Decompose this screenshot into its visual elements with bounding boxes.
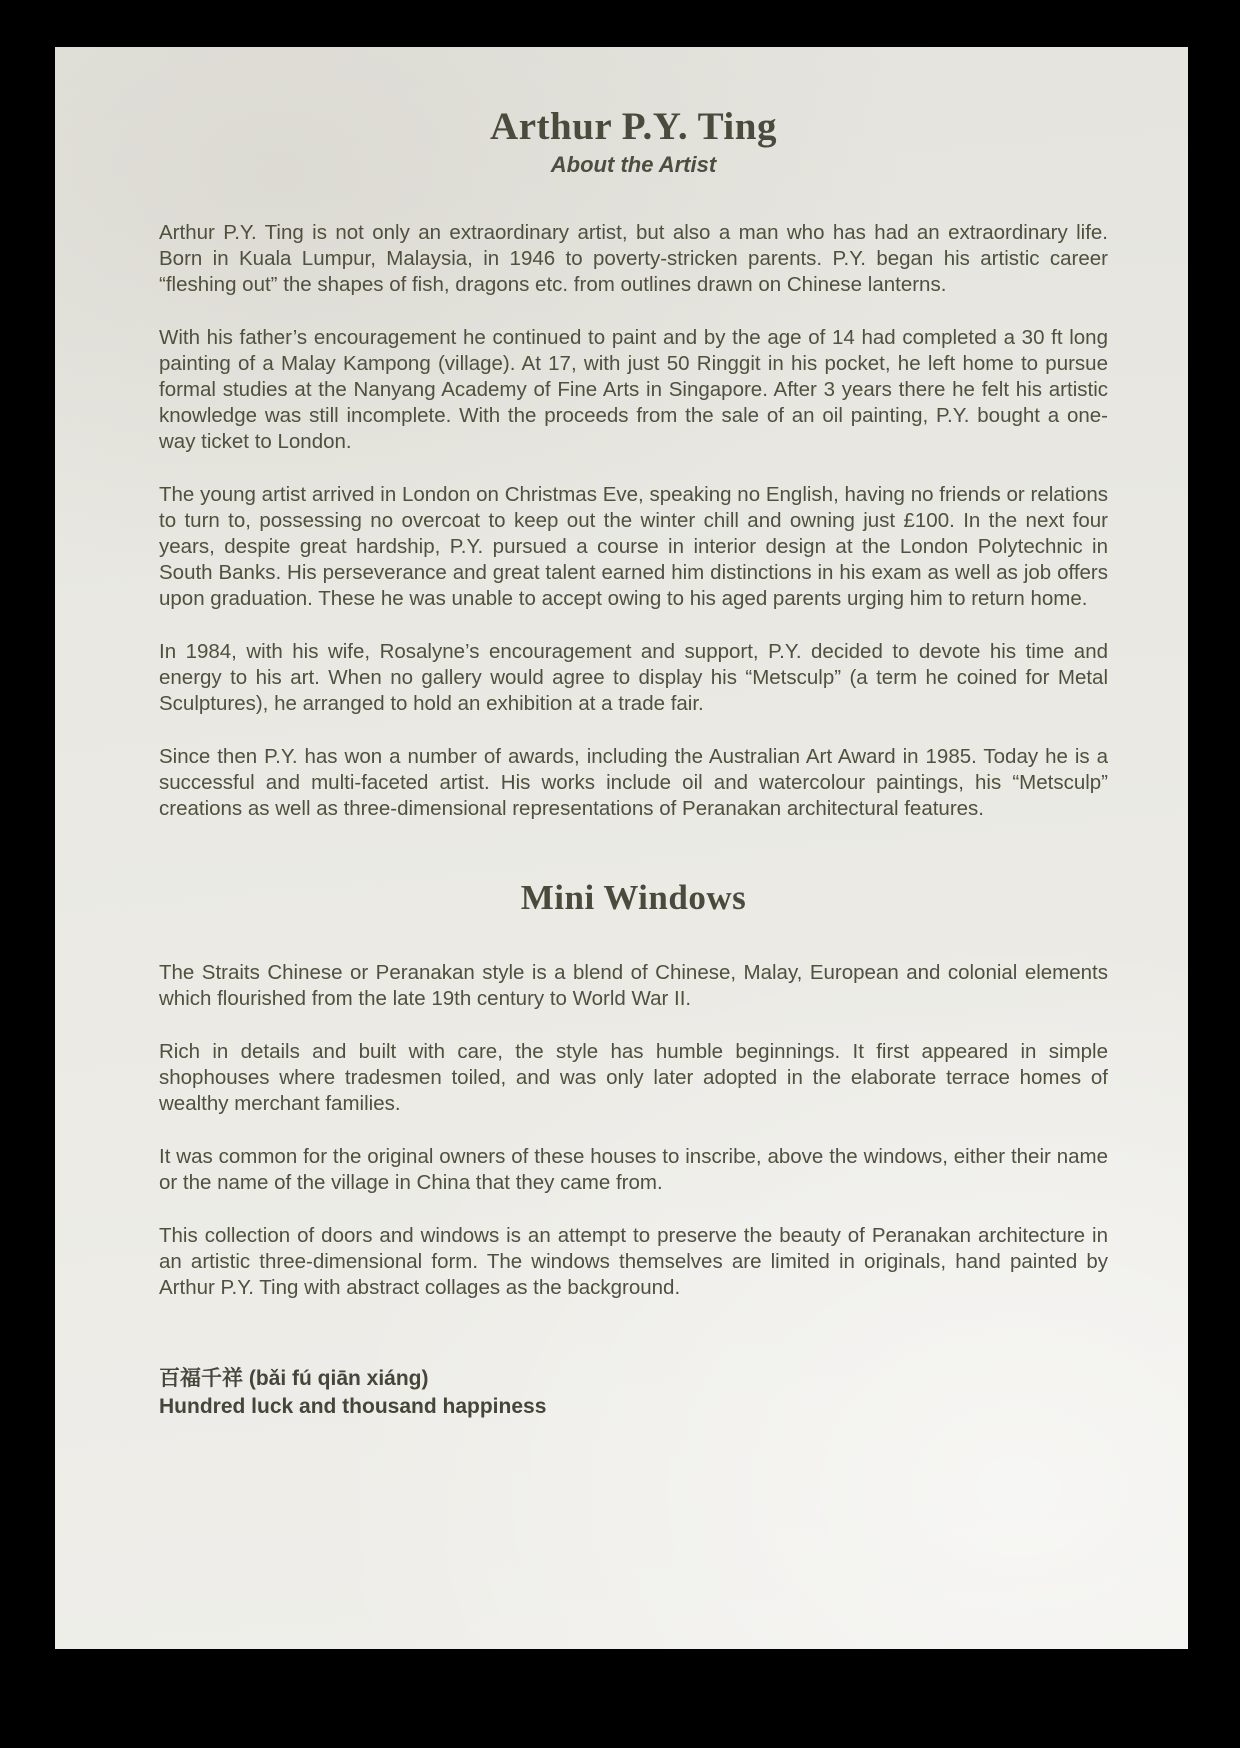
about-paragraph-2: With his father’s encouragement he continued to paint and by the age of 14 had completed a 30 ft long painting of a Malay Kampong (village). At 17, with just 50 Ringgit in his pocket, he left home to pursue formal studies at the Nanyang Academy of Fine Arts in Singapore. After 3 years there he felt his artistic knowledge was still incomplete. With the proceeds from the sale of an oil painting, P.Y. bought a one-way ticket to London.	[159, 326, 1108, 453]
mini-windows-paragraph-1: The Straits Chinese or Peranakan style is a blend of Chinese, Malay, European and colonial elements which flourished from the late 19th century to World War II.	[159, 961, 1108, 1010]
about-paragraph-1: Arthur P.Y. Ting is not only an extraordinary artist, but also a man who has had an extraordinary life. Born in Kuala Lumpur, Malaysia, in 1946 to poverty-stricken parents. P.Y. began his artistic career “fleshing out” the shapes of fish, dragons etc. from outlines drawn on Chinese lanterns.	[159, 221, 1108, 296]
about-artist-section	[159, 220, 1108, 822]
mini-windows-heading: Mini Windows	[520, 878, 747, 917]
document-content	[159, 105, 1108, 1421]
mini-windows-paragraph-3: It was common for the original owners of these houses to inscribe, above the windows, either their name or the name of the village in China that they came from.	[159, 1145, 1108, 1194]
document-subtitle: About the Artist	[550, 152, 717, 177]
document-title: Arthur P.Y. Ting	[490, 105, 777, 148]
chinese-phrase: 百福千祥 (bǎi fú qiān xiáng)	[159, 1367, 429, 1390]
mini-windows-paragraph-2: Rich in details and built with care, the style has humble beginnings. It first appeared in simple shophouses where tradesmen toiled, and was only later adopted in the elaborate terrace homes of wealthy merchant families.	[159, 1040, 1108, 1115]
footer-phrase-block	[159, 1365, 1108, 1421]
about-paragraph-3: The young artist arrived in London on Christmas Eve, speaking no English, having no friends or relations to turn to, possessing no overcoat to keep out the winter chill and owning just £100. In the next four years, despite great hardship, P.Y. pursued a course in interior design at the London Polytechnic in South Banks. His perseverance and great talent earned him distinctions in his exam as well as job offers upon graduation. These he was unable to accept owing to his aged parents urging him to return home.	[159, 483, 1108, 610]
mini-windows-section	[159, 878, 1108, 1301]
about-paragraph-4: In 1984, with his wife, Rosalyne’s encouragement and support, P.Y. decided to devote his time and energy to his art. When no gallery would agree to display his “Metsculp” (a term he coined for Metal Sculptures), he arranged to hold an exhibition at a trade fair.	[159, 640, 1108, 715]
about-paragraph-5: Since then P.Y. has won a number of awards, including the Australian Art Award in 1985. Today he is a successful and multi-faceted artist. His works include oil and watercolour paintings, his “Metsculp” creations as well as three-dimensional representations of Peranakan architectural features.	[159, 745, 1108, 820]
document-page	[55, 47, 1188, 1649]
phrase-translation: Hundred luck and thousand happiness	[159, 1395, 547, 1418]
mini-windows-paragraph-4: This collection of doors and windows is an attempt to preserve the beauty of Peranakan architecture in an artistic three-dimensional form. The windows themselves are limited in originals, hand painted by Arthur P.Y. Ting with abstract collages as the background.	[159, 1224, 1108, 1299]
